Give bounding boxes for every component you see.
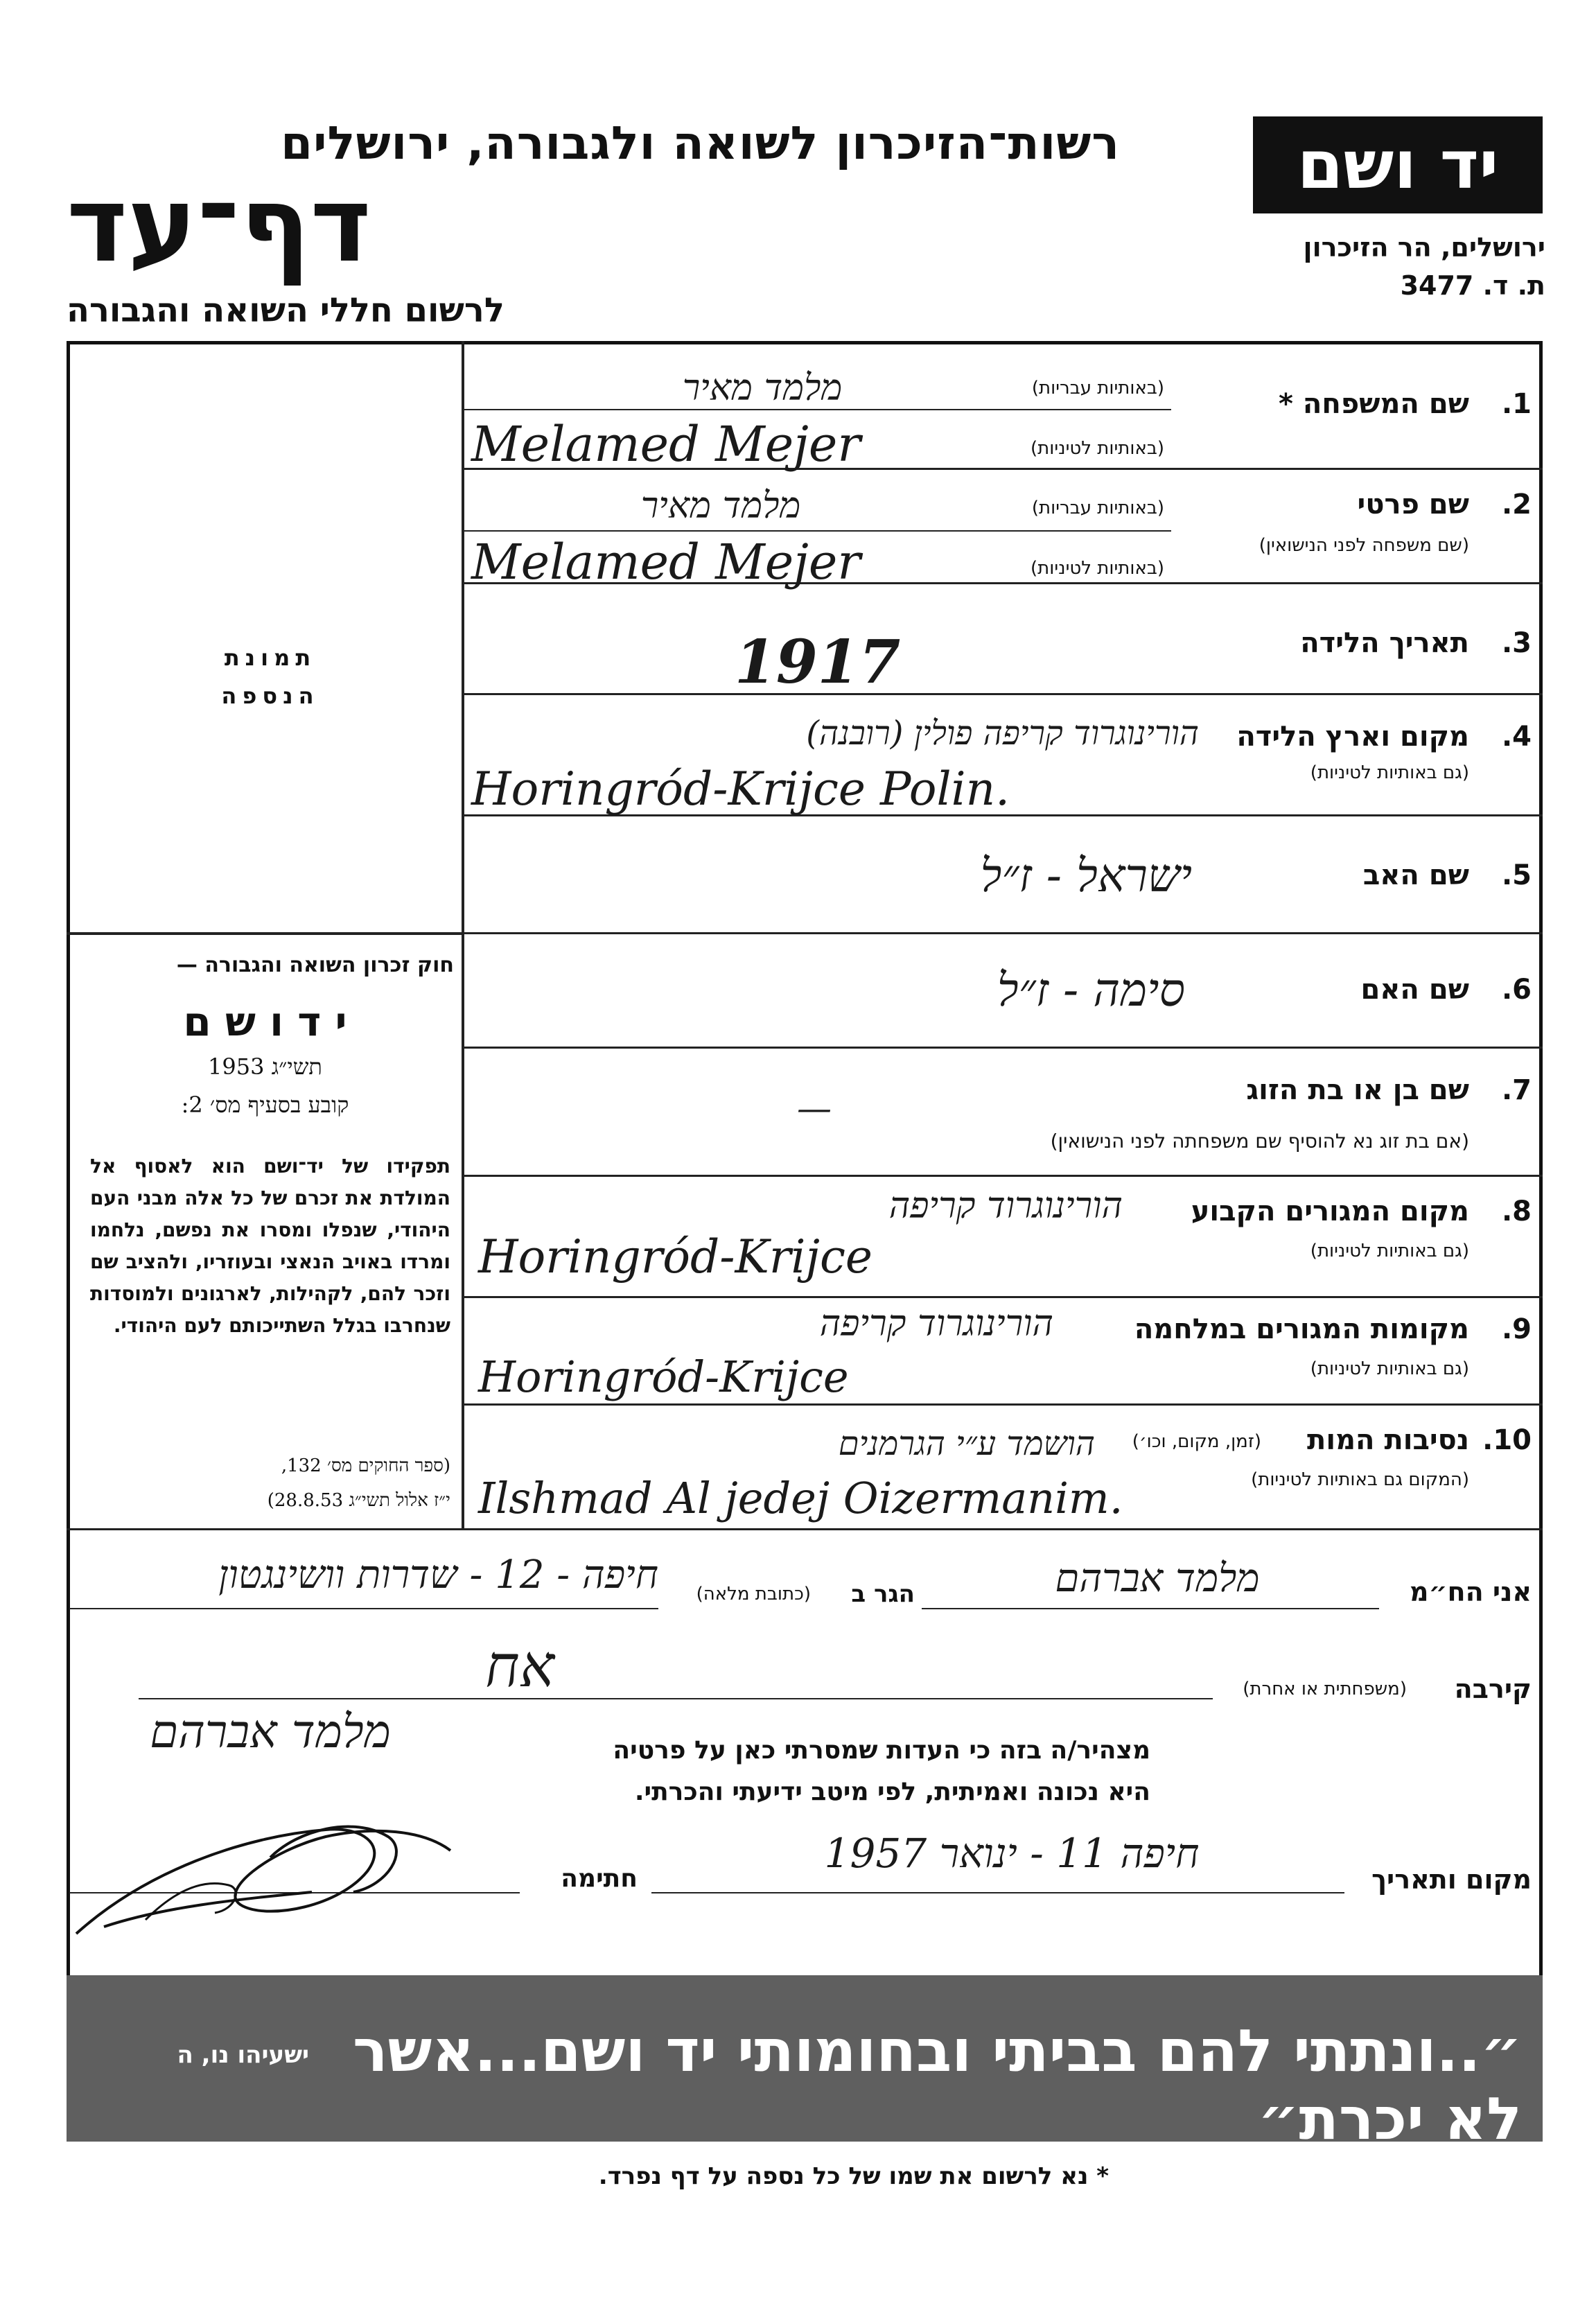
witness-address-value[interactable]: חיפה - 12 - שדרות וושינגטון xyxy=(218,1552,658,1598)
footnote: * נא לרשום את שמו של כל נספה על דף נפרד. xyxy=(598,2162,1109,2190)
field-9-value-hebrew[interactable]: הורינוגרוד קריפה xyxy=(819,1303,1053,1345)
field-2-hint-latin: (באותיות לטיניות) xyxy=(1031,558,1164,579)
banner-quote: ״..ונתתי להם בביתי ובחומותי יד ושם...אשר לא יכרת״ xyxy=(352,2017,1522,2153)
field-4-sub: (גם באותיות לטיניות) xyxy=(1310,762,1469,783)
place-date-value[interactable]: חיפה 11 - ינואר 1957 xyxy=(824,1830,1200,1877)
witness-lives-label: הגר ב xyxy=(851,1580,915,1608)
field-6-label: שם האם xyxy=(1360,974,1469,1006)
field-6-number: 6. xyxy=(1501,974,1532,1006)
field-6-value[interactable]: סימה - ז״ל xyxy=(997,963,1185,1017)
row-line-9 xyxy=(464,1403,1543,1406)
field-8-number: 8. xyxy=(1501,1196,1532,1227)
field-2-sub: (שם משפחה לפני הנישואין) xyxy=(1259,535,1469,556)
field-5-value[interactable]: ישראל - ז״ל xyxy=(980,849,1192,902)
field-4-number: 4. xyxy=(1501,721,1532,753)
field-10-hint: (זמן, מקום, וכו׳) xyxy=(1132,1431,1261,1452)
witness-relation-hint: (משפחתית או אחרת) xyxy=(1243,1679,1407,1699)
law-body: תפקידו של יד־ושם הוא לאסוף אל המולדת את זכרם של כל אלה מבני העם היהודי, שנפלו ומסרו את נפשם, נלחמו ומרדו באויב הנאצי ובעוזריו, ולהציב שם וזכר להם, לקהילות, לארגונים ולמוסדות שנחרבו בגלל השתייכותם לעם היהודי. xyxy=(90,1155,450,1337)
witness-address-line xyxy=(69,1608,658,1609)
row-line-5 xyxy=(464,932,1543,934)
field-10-value-hebrew[interactable]: הושמד ע״י הגרמנים xyxy=(838,1424,1095,1463)
law-heading: חוק זכרון השואה והגבורה — xyxy=(176,953,454,977)
form-title: דף־עד xyxy=(67,165,371,286)
row-line-6 xyxy=(464,1047,1543,1049)
field-1-hint-hebrew: (באותיות עבריות) xyxy=(1031,378,1164,399)
row-line-3 xyxy=(464,693,1543,695)
witness-address-hint: (כתובת מלאה) xyxy=(696,1584,811,1604)
law-clause: קובע בסעיף מס׳ 2: xyxy=(181,1092,349,1118)
field-10-number: 10. xyxy=(1482,1424,1532,1456)
field-10-value-latin[interactable]: Ilshmad Al jedej Oizermanim. xyxy=(478,1473,1123,1523)
photo-label-line1: תמונת xyxy=(224,645,317,671)
logo-text: יד ושם xyxy=(1297,126,1499,204)
photo-box-bottom xyxy=(67,932,463,935)
field-8-value-latin[interactable]: Horingród-Krijce xyxy=(478,1230,872,1284)
field-8-sub: (גם באותיות לטיניות) xyxy=(1310,1241,1469,1261)
witness-i-label: אני הח״מ xyxy=(1410,1577,1532,1607)
signed-name: מלמד אברהם xyxy=(150,1705,391,1758)
row-line-8 xyxy=(464,1296,1543,1298)
witness-name-value[interactable]: מלמד אברהם xyxy=(1055,1556,1260,1601)
field-3-label: תאריך הלידה xyxy=(1300,627,1469,659)
field-2-value-hebrew[interactable]: מלמד מאיר xyxy=(640,485,801,527)
field-2-label: שם פרטי xyxy=(1357,489,1469,520)
field-1-value-hebrew[interactable]: מלמד מאיר xyxy=(682,367,843,409)
field-1-value-latin[interactable]: Melamed Mejer xyxy=(471,416,861,473)
quote-banner xyxy=(67,1975,1543,2153)
field-10-label: נסיבות המות xyxy=(1307,1424,1469,1456)
field-1-label: שם המשפחה * xyxy=(1279,388,1469,420)
photo-label-line2: הנספה xyxy=(221,683,319,709)
field-4-label: מקום וארץ הלידה xyxy=(1236,721,1469,753)
field-1-number: 1. xyxy=(1501,388,1532,420)
field-9-label: מקומות המגורים במלחמה xyxy=(1134,1313,1469,1345)
witness-relation-value[interactable]: אח xyxy=(484,1632,555,1700)
declaration-line-1: מצהיר/ה בזה כי העדות שמסרתי כאן על פרטיה xyxy=(613,1736,1150,1765)
field-9-number: 9. xyxy=(1501,1313,1532,1345)
field-7-label: שם בן או בת הזוג xyxy=(1246,1074,1469,1106)
field-5-number: 5. xyxy=(1501,859,1532,891)
form-subtitle: לרשום חללי השואה והגבורה xyxy=(67,291,505,330)
field-2-value-latin[interactable]: Melamed Mejer xyxy=(471,534,861,590)
left-column-divider xyxy=(462,341,464,1530)
field-3-number: 3. xyxy=(1501,627,1532,659)
row-line-7 xyxy=(464,1175,1543,1177)
law-name: י ד ו ש ם xyxy=(183,998,347,1045)
witness-signature xyxy=(62,1788,506,1954)
witness-relation-label: קירבה xyxy=(1454,1674,1532,1704)
declaration-line-2: היא נכונה ואמיתית, לפי מיטב ידיעתי והכרתי. xyxy=(634,1778,1150,1806)
field-8-label: מקום המגורים הקבוע xyxy=(1191,1196,1469,1227)
address-line2: ת. ד. 3477 xyxy=(1400,270,1545,301)
row-line-10 xyxy=(67,1528,1543,1530)
field-4-value-latin[interactable]: Horingród-Krijce Polin. xyxy=(471,762,1010,816)
law-reference-2: י״ז אלול תשי״ג 28.8.53) xyxy=(267,1490,450,1511)
field-7-value[interactable]: — xyxy=(797,1088,832,1128)
field-7-number: 7. xyxy=(1501,1074,1532,1106)
field-2-number: 2. xyxy=(1501,489,1532,520)
witness-name-line xyxy=(922,1608,1379,1609)
address-line1: ירושלים, הר הזיכרון xyxy=(1303,232,1545,263)
signature-label: חתימה xyxy=(561,1864,638,1893)
row-line-2-mid xyxy=(464,530,1171,532)
field-4-value-hebrew[interactable]: הורינוגרוד קריפה פולין (רובנה) xyxy=(806,714,1199,753)
field-5-label: שם האב xyxy=(1362,859,1469,891)
field-1-hint-latin: (באותיות לטיניות) xyxy=(1031,438,1164,459)
authority-heading: רשות־הזיכרון לשואה ולגבורה, ירושלים xyxy=(281,116,1120,170)
field-9-sub: (גם באותיות לטיניות) xyxy=(1310,1358,1469,1379)
row-line-1-mid xyxy=(464,409,1171,410)
field-8-value-hebrew[interactable]: הורינוגרוד קריפה xyxy=(888,1185,1123,1227)
place-date-line xyxy=(651,1892,1344,1893)
field-2-hint-hebrew: (באותיות עבריות) xyxy=(1031,498,1164,518)
place-date-label: מקום ותאריך xyxy=(1371,1864,1532,1895)
law-reference-1: (ספר החוקים מס׳ 132, xyxy=(281,1455,450,1476)
field-10-sub: (המקום גם באותיות לטיניות) xyxy=(1251,1469,1469,1490)
field-9-value-latin[interactable]: Horingród-Krijce xyxy=(478,1351,849,1402)
field-7-sub: (אם בת זוג נא להוסיף שם משפחתה לפני הנישואין) xyxy=(1050,1130,1469,1153)
law-year: תשי״ג 1953 xyxy=(208,1053,322,1080)
banner-source: ישעיהו נו, ה xyxy=(177,2041,309,2069)
yad-vashem-logo xyxy=(1253,116,1543,213)
field-3-value[interactable]: 1917 xyxy=(735,627,901,697)
